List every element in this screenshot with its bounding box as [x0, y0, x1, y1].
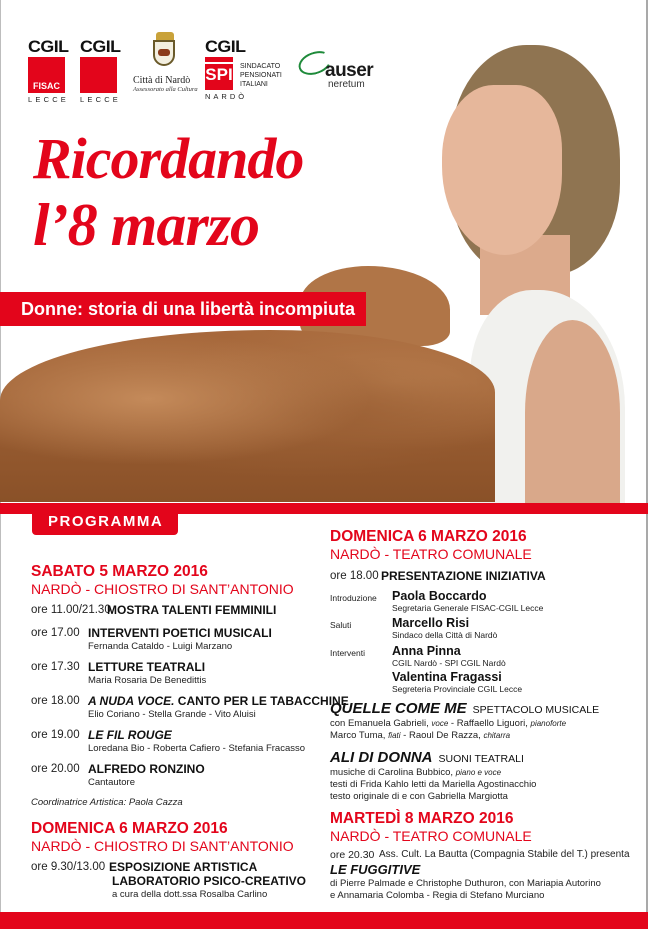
red-square-icon	[28, 57, 65, 93]
event-time: ore 17.00	[31, 627, 80, 639]
event-title: A NUDA VOCE. CANTO PER LE TABACCHINE	[88, 694, 349, 708]
citta-label: Città di Nardò	[133, 75, 191, 86]
logo-cgil-fisac	[28, 38, 69, 104]
event-time: ore 11.00/21.30	[31, 604, 111, 616]
day-heading: DOMENICA 6 MARZO 2016	[330, 528, 527, 545]
show-credits: con Emanuela Gabrieli, voce - Raffaello Liguori, pianoforte	[330, 718, 567, 729]
event-time: ore 18.00	[31, 695, 80, 707]
bottom-red-band	[0, 912, 648, 929]
event-performers: Fernanda Cataldo - Luigi Marzano	[88, 641, 233, 652]
event-time: ore 20.30	[330, 849, 375, 861]
red-square-icon	[80, 57, 117, 93]
show-title: QUELLE COME ME SPETTACOLO MUSICALE	[330, 700, 600, 717]
event-title: PRESENTAZIONE INIZIATIVA	[381, 569, 546, 583]
tobacco-leaves-image	[0, 330, 495, 502]
event-title: ALFREDO RONZINO	[88, 762, 205, 776]
event-title: INTERVENTI POETICI MUSICALI	[88, 626, 272, 640]
logo-city: LECCE	[80, 95, 122, 104]
fisac-label: FISAC	[33, 81, 60, 91]
show-title: ALI DI DONNA SUONI TEATRALI	[330, 749, 524, 766]
day-heading: DOMENICA 6 MARZO 2016	[31, 820, 228, 837]
show-credits: testo originale di e con Gabriella Margiotta	[330, 791, 508, 802]
speaker-title: Segretaria Generale FISAC-CGIL Lecce	[392, 603, 544, 613]
speaker-name: Valentina Fragassi	[392, 670, 502, 684]
day-heading: MARTEDÌ 8 MARZO 2016	[330, 810, 514, 827]
auser-wordmark: auser	[325, 60, 374, 81]
cgil-wordmark: CGIL	[205, 37, 246, 56]
speaker-name: Paola Boccardo	[392, 589, 487, 603]
event-title: LABORATORIO PSICO-CREATIVO	[112, 874, 307, 888]
coordinator-note: Coordinatrice Artistica: Paola Cazza	[31, 797, 183, 808]
venue: NARDÒ - CHIOSTRO DI SANT’ANTONIO	[31, 581, 294, 597]
show-credits: e Annamaria Colomba - Regia di Stefano Murciano	[330, 890, 545, 901]
speaker-name: Anna Pinna	[392, 644, 461, 658]
title-line-2: l’8 marzo	[33, 192, 260, 258]
coat-of-arms-icon	[147, 32, 183, 72]
event-title: MOSTRA TALENTI FEMMINILI	[107, 603, 277, 617]
event-performers: Loredana Bio - Roberta Cafiero - Stefania Fracasso	[88, 743, 306, 754]
subtitle: Donne: storia di una libertà incompiuta	[21, 299, 356, 319]
event-performers: Maria Rosaria De Benedittis	[88, 675, 207, 686]
event-curator: a cura della dott.ssa Rosalba Carlino	[112, 889, 268, 900]
event-time: ore 20.00	[31, 763, 80, 775]
show-credits: musiche di Carolina Bubbico, piano e voce	[330, 767, 502, 778]
speaker-title: Segreteria Provinciale CGIL Lecce	[392, 684, 523, 694]
event-time: ore 19.00	[31, 729, 80, 741]
speaker-role: Saluti	[330, 620, 352, 630]
title-line-1: Ricordando	[33, 126, 304, 191]
spi-mark: SPI	[205, 57, 233, 90]
venue: NARDÒ - CHIOSTRO DI SANT’ANTONIO	[31, 838, 294, 854]
event-performers: Elio Coriano - Stella Grande - Vito Aluisi	[88, 709, 256, 720]
event-performers: Cantautore	[88, 777, 136, 788]
logo-auser	[298, 50, 378, 90]
event-title: LETTURE TEATRALI	[88, 660, 206, 674]
show-credits: Marco Tuma, fiati - Raoul De Razza, chitarra	[330, 730, 511, 741]
logo-city: LECCE	[28, 95, 70, 104]
day-heading: SABATO 5 MARZO 2016	[31, 563, 208, 580]
speaker-role: Introduzione	[330, 593, 377, 603]
show-credits: testi di Frida Kahlo letti da Mariella Agostinacchio	[330, 779, 537, 790]
logo-cgil-lecce	[80, 38, 121, 104]
programma-label: PROGRAMMA	[48, 513, 164, 530]
event-title: LE FIL ROUGE	[88, 728, 172, 742]
cgil-wordmark: CGIL	[80, 37, 121, 56]
logo-spi-cgil	[205, 38, 295, 101]
auser-sub: neretum	[328, 79, 365, 90]
logo-citta-nardo	[133, 32, 198, 93]
show-credits: di Pierre Palmade e Christophe Duthuron, con Mariapia Autorino	[330, 878, 601, 889]
event-time: ore 9.30/13.00	[31, 861, 106, 873]
venue: NARDÒ - TEATRO COMUNALE	[330, 546, 532, 562]
event-presenter: Ass. Cult. La Bautta (Compagnia Stabile del T.) presenta	[379, 849, 630, 860]
cgil-wordmark: CGIL	[28, 37, 69, 56]
speaker-role: Interventi	[330, 648, 365, 658]
event-time: ore 18.00	[330, 570, 379, 582]
logo-city: NARDÒ	[205, 92, 248, 101]
show-title: LE FUGGITIVE	[330, 862, 421, 877]
assessorato-label: Assessorato alla Cultura	[133, 86, 198, 93]
event-title: ESPOSIZIONE ARTISTICA	[109, 860, 258, 874]
speaker-title: Sindaco della Città di Nardò	[392, 630, 498, 640]
speaker-name: Marcello Risi	[392, 616, 470, 630]
speaker-title: CGIL Nardò - SPI CGIL Nardò	[392, 658, 506, 668]
spi-side-text: SINDACATO PENSIONATI ITALIANI	[240, 63, 282, 88]
venue: NARDÒ - TEATRO COMUNALE	[330, 828, 532, 844]
event-time: ore 17.30	[31, 661, 80, 673]
